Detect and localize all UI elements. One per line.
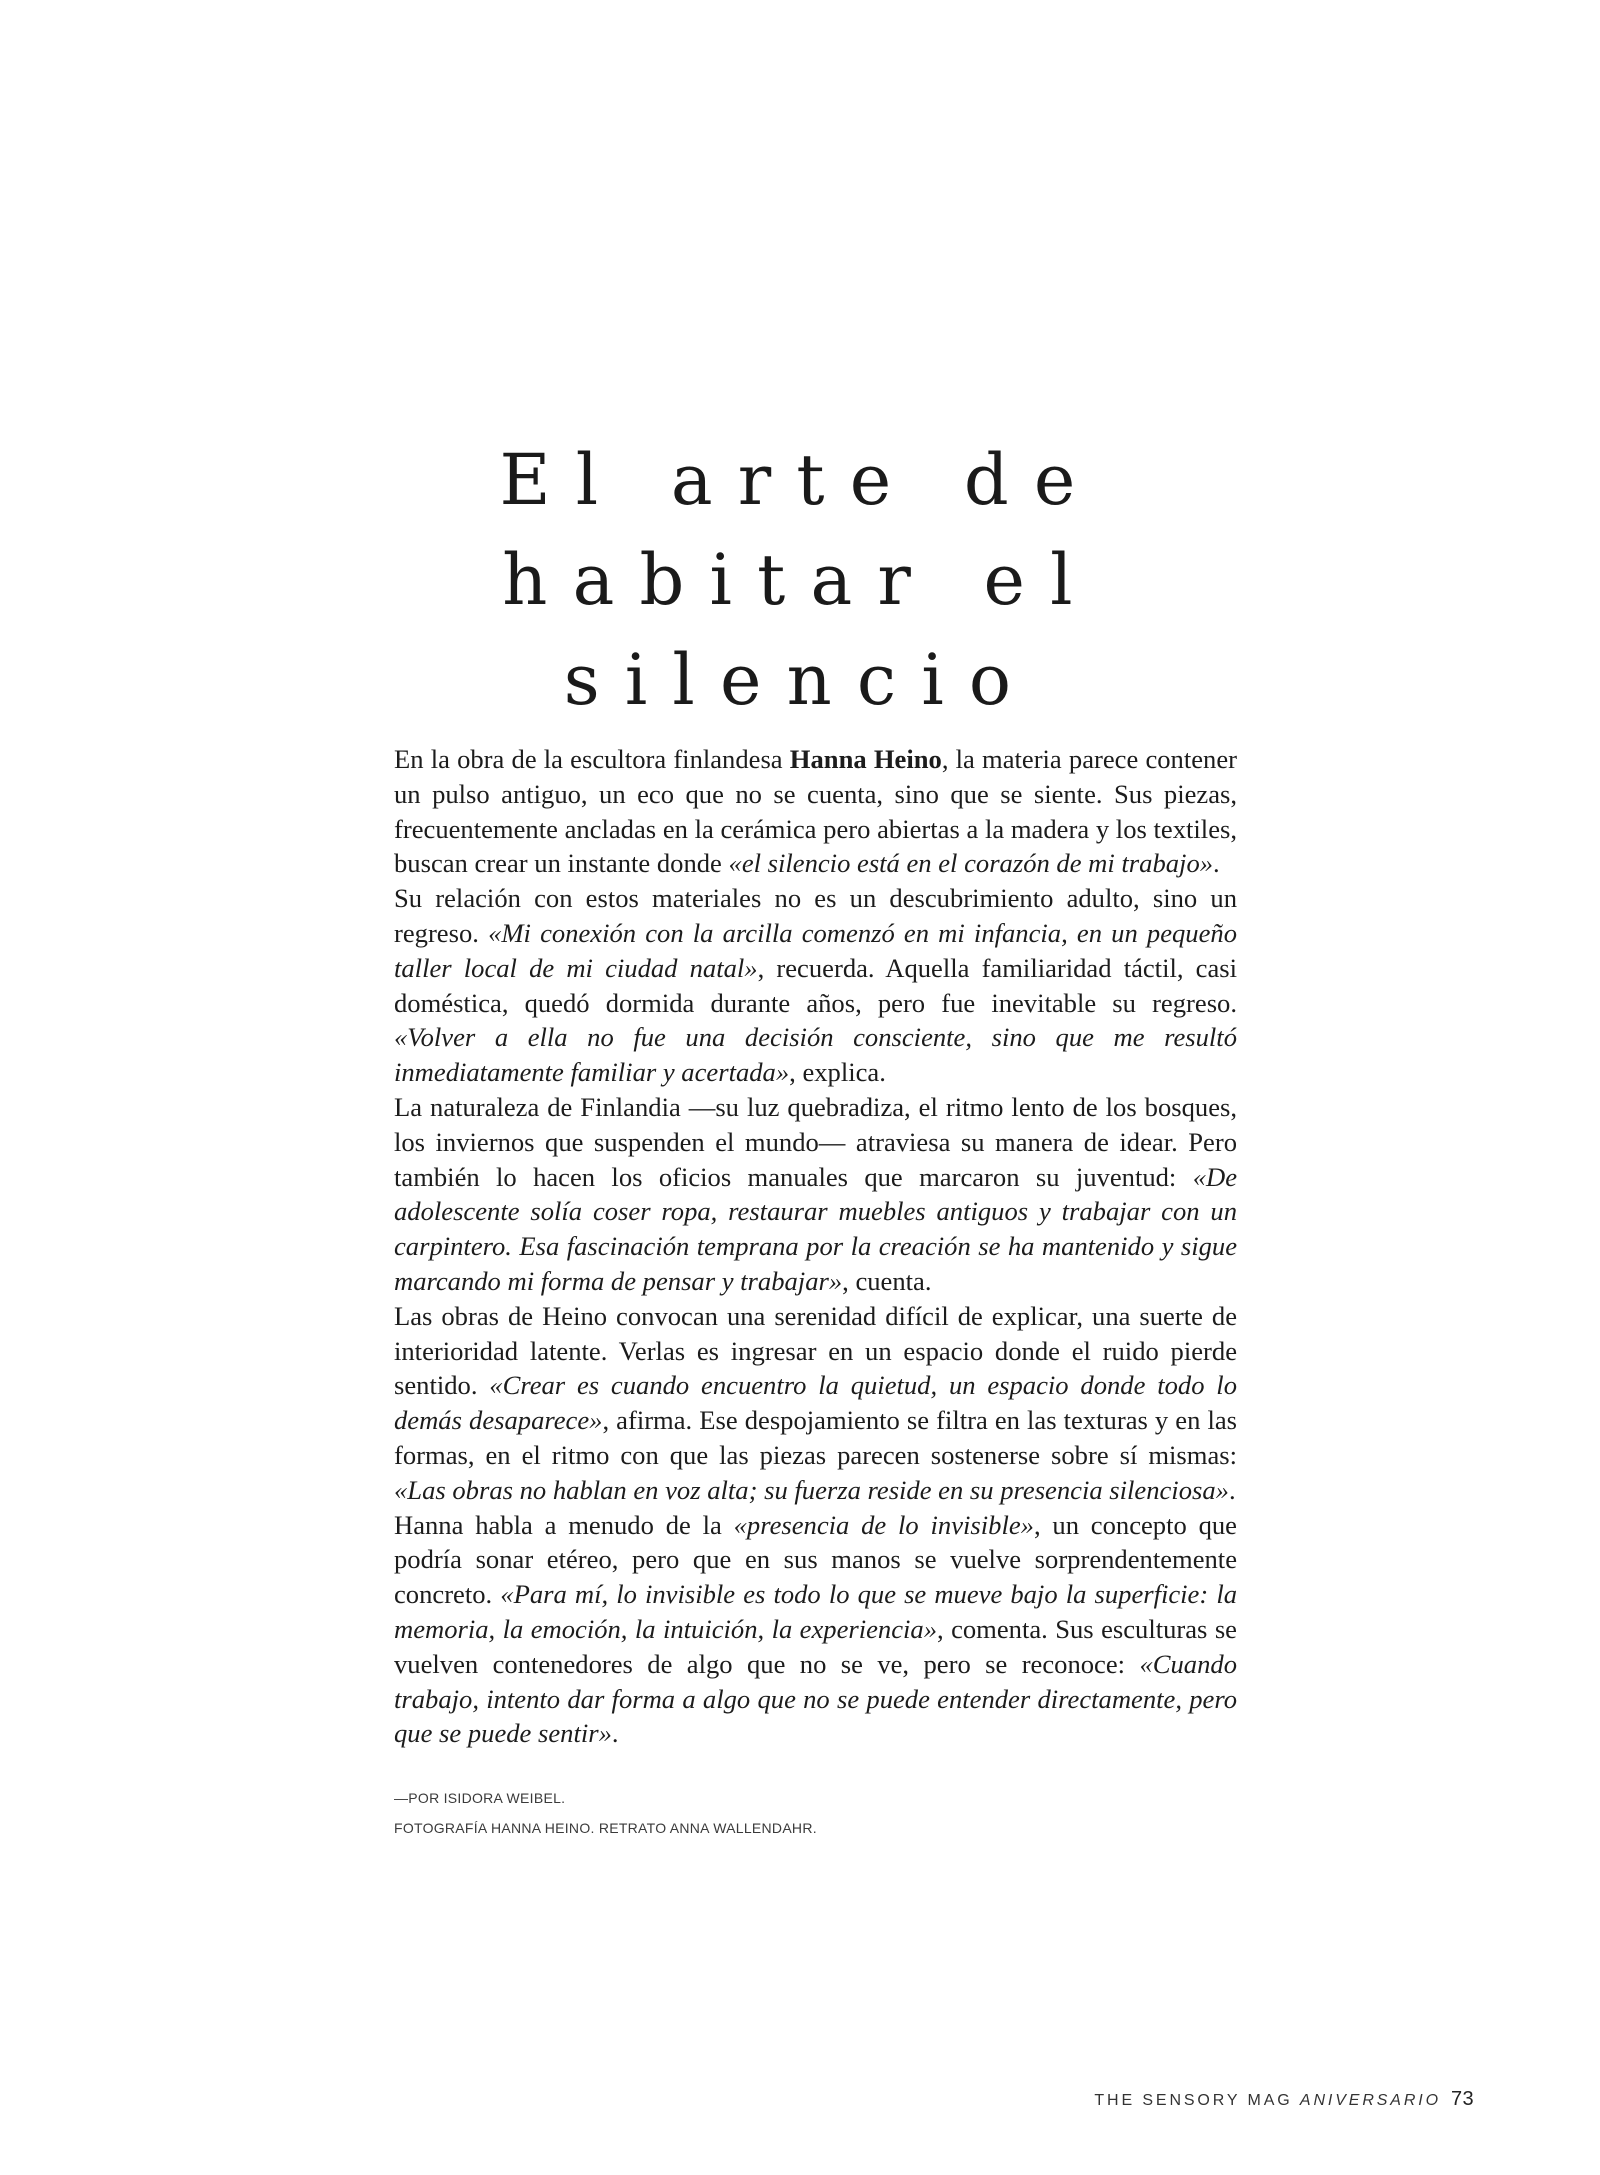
- article-title: [300, 430, 1300, 730]
- quote: «De adolescente solía coser ropa, restaurar muebles antiguos y trabajar con un carpintero. Esa fascinación temprana por la creación se ha mantenido y sigue marcando mi forma de pensar y trabajar»: [394, 1161, 1237, 1296]
- paragraph-1-text: En la obra de la escultora finlandesa: [394, 744, 790, 774]
- page-footer: [1094, 2088, 1474, 2111]
- article-credits: [394, 1790, 1237, 1850]
- artist-name: Hanna Heino: [789, 744, 942, 774]
- page-number: 73: [1450, 2088, 1474, 2110]
- paragraph-5: [394, 1508, 1237, 1752]
- paragraph-1-text: .: [1213, 848, 1220, 879]
- paragraph-1-text: , la materia parece contener un pulso antiguo, un eco que no se cuenta, sino que se siente. Sus piezas, frecuentemente ancladas en la cerámica pero abiertas a la madera y los textiles, buscan crear un instante donde: [394, 744, 1238, 879]
- quote: «Las obras no hablan en voz alta; su fuerza reside en su presencia silenciosa»: [394, 1474, 1229, 1505]
- paragraph-4: [394, 1299, 1237, 1508]
- quote: «Mi conexión con la arcilla comenzó en mi infancia, en un pequeño taller local de mi ciudad natal»: [394, 917, 1237, 983]
- paragraph-5-text: , comenta. Sus esculturas se vuelven contenedores de algo que no se ve, pero se reconoce:: [394, 1613, 1237, 1679]
- quote: «presencia de lo invisible»: [733, 1509, 1034, 1540]
- photo-credit: FOTOGRAFÍA HANNA HEINO. RETRATO ANNA WALLENDAHR.: [394, 1820, 817, 1836]
- article-title-line-2: silencio: [563, 639, 1037, 721]
- issue-name: ANIVERSARIO: [1299, 2092, 1441, 2109]
- paragraph-3: [394, 1090, 1237, 1299]
- quote: «Cuando trabajo, intento dar forma a algo que no se puede entender directamente, pero que se puede sentir»: [394, 1648, 1237, 1749]
- paragraph-4-text: , afirma. Ese despojamiento se filtra en las texturas y en las formas, en el ritmo con que las piezas parecen sostenerse sobre sí mismas:: [394, 1405, 1237, 1470]
- paragraph-5-text: Hanna habla a menudo de la: [394, 1509, 734, 1540]
- paragraph-3-text: , cuenta.: [842, 1265, 932, 1296]
- quote: «Crear es cuando encuentro la quietud, un espacio donde todo lo demás desaparece»: [394, 1370, 1237, 1436]
- paragraph-5-text: , un concepto que podría sonar etéreo, pero que en sus manos se vuelve sorprendentemente concreto.: [394, 1509, 1237, 1610]
- paragraph-2-text: , explica.: [789, 1057, 886, 1088]
- quote: «Volver a ella no fue una decisión consciente, sino que me resultó inmediatamente familiar y acertada»: [394, 1022, 1237, 1088]
- paragraph-2-text: , recuerda. Aquella familiaridad táctil, casi doméstica, quedó dormida durante años, pero fue inevitable su regreso.: [394, 952, 1237, 1018]
- paragraph-4-text: Las obras de Heino convocan una serenidad difícil de explicar, una suerte de interioridad latente. Verlas es ingresar en un espacio donde el ruido pierde sentido.: [394, 1300, 1237, 1401]
- quote: «el silencio está en el corazón de mi trabajo»: [728, 848, 1214, 879]
- paragraph-5-text: .: [611, 1718, 619, 1749]
- article-title-line-1: El arte de habitar el: [499, 439, 1101, 621]
- article-body: [394, 742, 1237, 1751]
- paragraph-2-text: Su relación con estos materiales no es un descubrimiento adulto, sino un regreso.: [394, 883, 1237, 948]
- paragraph-1: [394, 742, 1237, 881]
- paragraph-2: [394, 881, 1237, 1090]
- byline: —POR ISIDORA WEIBEL.: [394, 1790, 566, 1806]
- paragraph-4-text: .: [1228, 1474, 1236, 1505]
- magazine-name: THE SENSORY MAG: [1094, 2092, 1300, 2109]
- paragraph-3-text: La naturaleza de Finlandia —su luz quebradiza, el ritmo lento de los bosques, los inviernos que suspenden el mundo— atraviesa su manera de idear. Pero también lo hacen los oficios manuales que marcaron su juventud:: [394, 1091, 1237, 1192]
- quote: «Para mí, lo invisible es todo lo que se mueve bajo la superficie: la memoria, la emoción, la intuición, la experiencia»: [394, 1579, 1238, 1644]
